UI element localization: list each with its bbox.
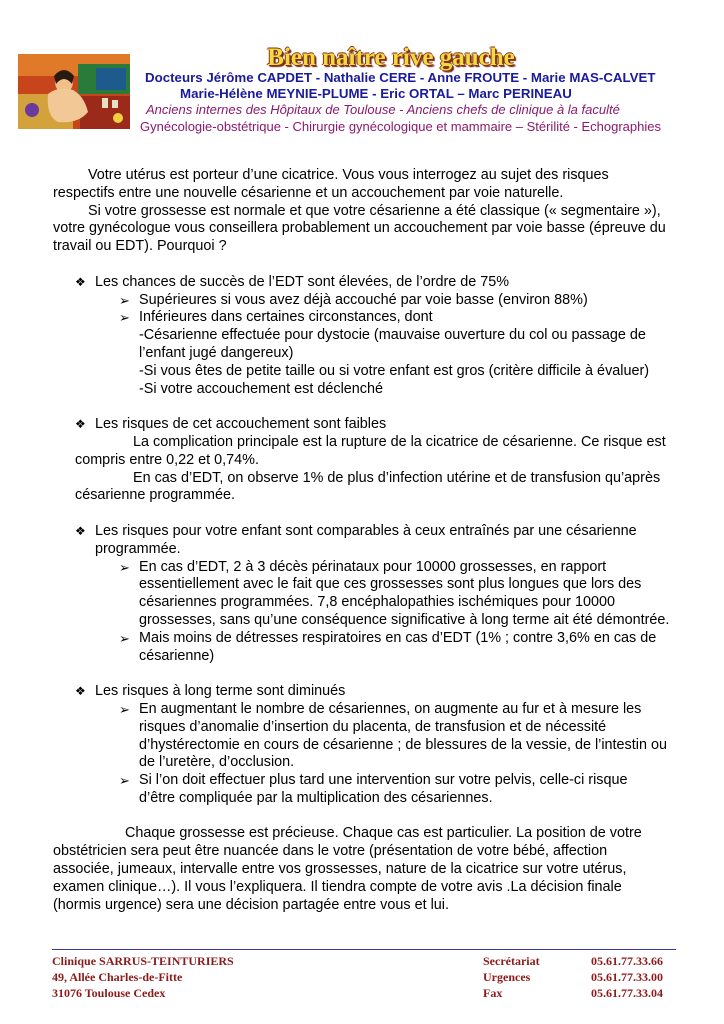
list-item: ➢ Supérieures si vous avez déjà accouché par voie basse (environ 88%) [119, 291, 588, 308]
page-title: Bien naître rive gauche [267, 44, 515, 71]
intro-line: travail ou EDT). Pourquoi ? [53, 238, 227, 255]
paragraph-line: césarienne programmée. [75, 487, 235, 504]
list-item-line: d’être compliquée par la multiplication des césariennes. [139, 789, 493, 806]
secretariat-phone: 05.61.77.33.66 [591, 954, 663, 968]
list-item-line: césarienne) [139, 647, 215, 664]
diamond-bullet-icon: ❖ [75, 684, 86, 699]
list-item-line: césariennes programmées. 7,8 encéphalopathies ischémiques pour 10000 [139, 594, 615, 611]
former-titles: Anciens internes des Hôpitaux de Toulouse - Anciens chefs de clinique à la faculté [146, 102, 620, 117]
list-item-line: de l’uretère, d’occlusion. [139, 754, 295, 771]
section-heading: programmée. [95, 540, 181, 557]
sub-item: -Si vous êtes de petite taille ou si votre enfant est gros (critère difficile à évaluer) [139, 362, 650, 379]
arrow-bullet-icon: ➢ [119, 630, 130, 646]
clinic-city: 31076 Toulouse Cedex [52, 985, 166, 1000]
sub-item: -Si votre accouchement est déclenché [139, 380, 383, 397]
section-heading: Les chances de succès de l’EDT sont élevées, de l’ordre de 75% [95, 273, 510, 290]
arrow-bullet-icon: ➢ [119, 310, 130, 326]
footer-divider [52, 949, 676, 950]
document-body [53, 167, 673, 914]
emergency-label: Urgences [483, 969, 531, 984]
closing-line: examen clinique…). Il vous l’expliquera. Il tiendra compte de votre avis .La décision finale [53, 878, 622, 895]
arrow-bullet-icon: ➢ [119, 701, 130, 717]
list-item-line: grossesses, sans qu’une conséquence significative à long terme ait été démontrée. [139, 611, 670, 628]
arrow-bullet-icon: ➢ [119, 773, 130, 789]
clinic-name: Clinique SARRUS-TEINTURIERS [52, 954, 234, 968]
intro-line: respectifs entre une nouvelle césarienne et un accouchement par voie naturelle. [53, 184, 564, 201]
specialties: Gynécologie-obstétrique - Chirurgie gynécologique et mammaire – Stérilité - Echographies [140, 119, 661, 134]
section-chances [53, 274, 673, 292]
list-item-line: d’hystérectomie en cours de césarienne ; de blessures de la vessie, de l’intestin ou [139, 736, 667, 753]
closing-line: associée, jumeaux, intervalle entre vos grossesses, nature de la cicatrice sur votre utérus, [53, 861, 627, 878]
sub-item: -Césarienne effectuée pour dystocie (mauvaise ouverture du col ou passage de [139, 327, 646, 344]
footer-address [52, 954, 234, 1001]
fax-number: 05.61.77.33.04 [591, 985, 663, 1000]
list-item: ➢ En cas d’EDT, 2 à 3 décès périnataux pour 10000 grossesses, en rapport [119, 558, 607, 575]
doctors-list [145, 70, 715, 102]
closing-line: (hormis urgence) sera une décision partagée entre vous et lui. [53, 896, 449, 913]
section-heading: Les risques à long terme sont diminués [95, 683, 346, 700]
sub-item: l’enfant jugé dangereux) [139, 344, 294, 361]
closing-line: Chaque grossesse est précieuse. Chaque cas est particulier. La position de votre [125, 825, 642, 842]
diamond-bullet-icon: ❖ [75, 417, 86, 432]
footer-labels [483, 954, 540, 1001]
paragraph-line: compris entre 0,22 et 0,74%. [75, 451, 259, 468]
closing-line: obstétricien sera peut être nuancée dans le votre (présentation de votre bébé, affection [53, 843, 608, 860]
section-heading: Les risques de cet accouchement sont faibles [95, 416, 387, 433]
list-item-line: risques d’anomalie d’insertion du placenta, de transfusion et de nécessité [139, 718, 607, 735]
doctors-line-1: Docteurs Jérôme CAPDET - Nathalie CERE - Anne FROUTE - Marie MAS-CALVET [145, 70, 656, 85]
intro-line: Si votre grossesse est normale et que votre césarienne a été classique (« segmentaire »), [88, 202, 661, 219]
arrow-bullet-icon: ➢ [119, 292, 130, 308]
footer-phones [591, 954, 663, 1001]
section-heading: Les risques pour votre enfant sont comparables à ceux entraînés par une césarienne [95, 522, 637, 539]
diamond-bullet-icon: ❖ [75, 274, 86, 289]
list-item: ➢ Inférieures dans certaines circonstances, dont [119, 309, 433, 326]
doctors-line-2: Marie-Hélène MEYNIE-PLUME - Eric ORTAL – Marc PERINEAU [180, 86, 572, 101]
list-item: ➢ En augmentant le nombre de césariennes, on augmente au fur et à mesure les [119, 700, 642, 717]
paragraph-line: La complication principale est la rupture de la cicatrice de césarienne. Ce risque est [133, 433, 666, 450]
list-item: ➢ Si l’on doit effectuer plus tard une intervention sur votre pelvis, celle-ci risque [119, 772, 628, 789]
fax-label: Fax [483, 985, 503, 1000]
list-item-line: essentiellement avec le fait que ces grossesses sont plus longues que lors des [139, 576, 642, 593]
section-long-term [53, 683, 673, 701]
diamond-bullet-icon: ❖ [75, 523, 86, 538]
arrow-bullet-icon: ➢ [119, 559, 130, 575]
secretariat-label: Secrétariat [483, 954, 540, 968]
section-child-risks [53, 523, 673, 541]
intro-line: Votre utérus est porteur d’une cicatrice. Vous vous interrogez au sujet des risques [88, 167, 609, 183]
intro-line: votre gynécologue vous conseillera probablement un accouchement par voie basse (épreuve du [53, 220, 666, 237]
emergency-phone: 05.61.77.33.00 [591, 969, 663, 984]
clinic-street: 49, Allée Charles-de-Fitte [52, 969, 183, 984]
section-risks [53, 416, 673, 434]
list-item: ➢ Mais moins de détresses respiratoires en cas d’EDT (1% ; contre 3,6% en cas de [119, 629, 657, 646]
paragraph-line: En cas d’EDT, on observe 1% de plus d’infection utérine et de transfusion qu’après [133, 469, 661, 486]
